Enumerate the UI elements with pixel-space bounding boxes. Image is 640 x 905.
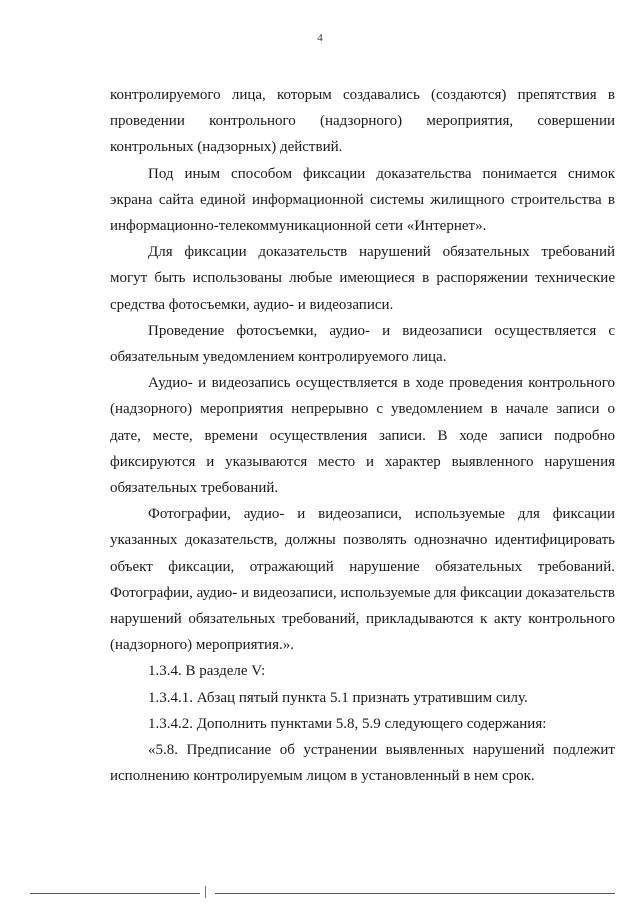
paragraph-technical-means: Для фиксации доказательств нарушений обязательных требований могут быть использованы любые имеющиеся в распоряжении технические средства фотосъемки, аудио- и видеозаписи. bbox=[110, 244, 615, 313]
paragraph-section-1-3-4-2: 1.3.4.2. Дополнить пунктами 5.8, 5.9 следующего содержания: bbox=[148, 715, 547, 732]
paragraph-notification: Проведение фотосъемки, аудио- и видеозаписи осуществляется с обязательным уведомлением контролируемого лица. bbox=[110, 322, 615, 366]
footer-divider-mark bbox=[205, 886, 206, 898]
paragraph-screenshot-evidence: Под иным способом фиксации доказательства понимается снимок экрана сайта единой информационной системы жилищного строительства в информационно-телекоммуникационной сети «Интернет». bbox=[110, 165, 615, 235]
paragraph-section-1-3-4: 1.3.4. В разделе V: bbox=[148, 663, 266, 680]
paragraph-item-5-8: «5.8. Предписание об устранении выявленных нарушений подлежит исполнению контролируемым лицом в установленный в нем срок. bbox=[110, 742, 615, 785]
paragraph-photos: Фотографии, аудио- и видеозаписи, используемые для фиксации указанных доказательств, должны позволять однозначно идентифицировать объект фиксации, отражающий нарушение обязательных требований. Фотографии, аудио- и видеозаписи, используемые для фиксации доказательств нарушений обязательных требований, прикладываются к акту контрольного (надзорного) мероприятия.». bbox=[110, 506, 615, 654]
paragraph-recording: Аудио- и видеозапись осуществляется в ходе проведения контрольного (надзорного) мероприятия непрерывно с уведомлением в начале записи о дате, месте, времени осуществления записи. В ходе записи подробно фиксируются и указываются место и характер выявленного нарушения обязательных требований. bbox=[110, 375, 615, 497]
footer-divider-right bbox=[215, 893, 615, 894]
footer-divider-left bbox=[30, 893, 200, 894]
paragraph-section-1-3-4-1: 1.3.4.1. Абзац пятый пункта 5.1 признать утратившим силу. bbox=[148, 689, 528, 706]
paragraph-continuation: контролируемого лица, которым создавались (создаются) препятствия в проведении контрольного (надзорного) мероприятия, совершении контрольных (надзорных) действий. bbox=[110, 87, 615, 156]
page-number: 4 bbox=[317, 32, 323, 44]
document-body bbox=[110, 82, 615, 789]
